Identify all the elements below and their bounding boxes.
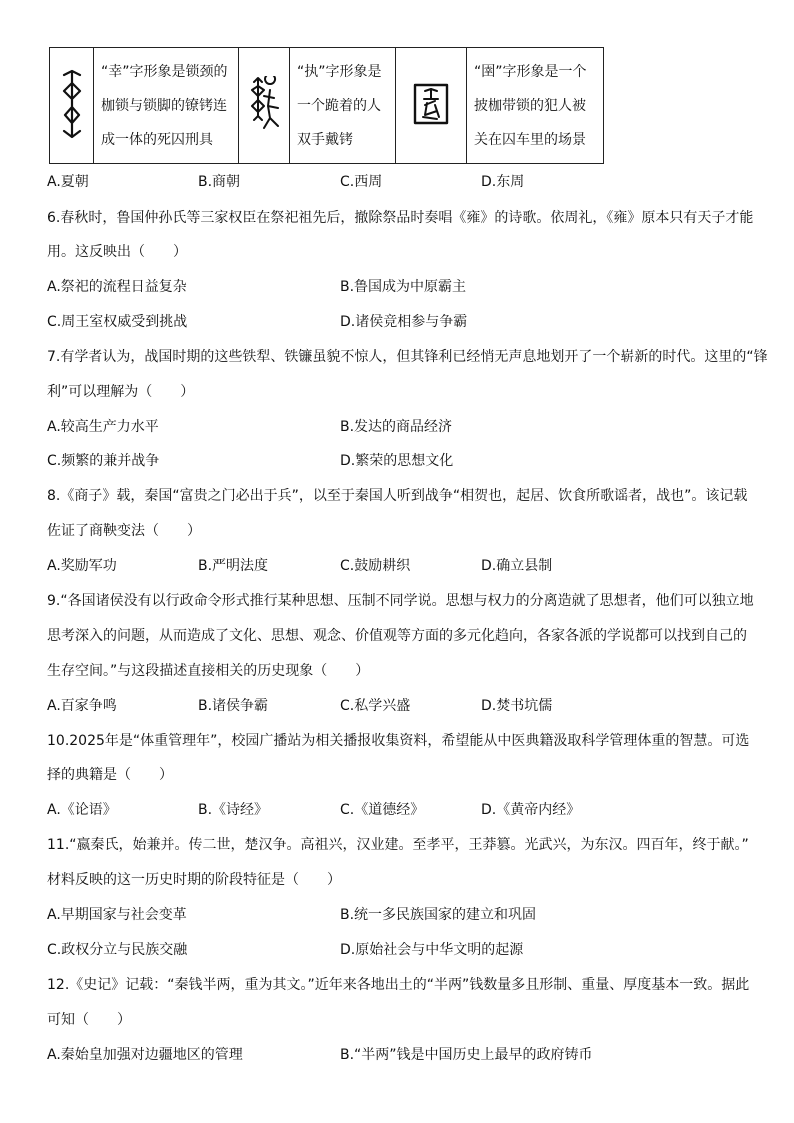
zhi-oracle-glyph-icon — [244, 76, 284, 132]
q9-option-b: B.诸侯争霸 — [198, 698, 269, 714]
q12-option-b: B.“半两”钱是中国历史上最早的政府铸币 — [340, 1047, 593, 1063]
glyph-desc-line: 成一体的死囚刑具 — [101, 131, 213, 148]
q10-stem-line: 10.2025年是“体重管理年”，校园广播站为相关播报收集资料，希望能从中医典籍汲取科学管理体重的智慧。可选 — [47, 733, 750, 749]
glyph-desc-line: 双手戴铐 — [297, 131, 353, 148]
q8-stem-line: 佐证了商鞅变法（ ） — [47, 523, 201, 539]
glyph-description — [94, 48, 239, 164]
q7-stem-line: 利”可以理解为（ ） — [47, 384, 195, 400]
q9-stem-line: 思考深入的问题，从而造成了文化、思想、观念、价值观等方面的多元化趋向，各家各派的学说都可以找到自己的 — [47, 628, 747, 644]
glyph-description — [290, 48, 396, 164]
q9-option-a: A.百家争鸣 — [47, 698, 117, 714]
glyph-desc-line: 披枷带锁的犯人被 — [474, 97, 586, 114]
q10-option-d: D.《黄帝内经》 — [481, 802, 581, 818]
q6-option-d: D.诸侯竞相参与争霸 — [340, 314, 468, 330]
q7-option-d: D.繁荣的思想文化 — [340, 453, 454, 469]
oracle-glyph-table — [49, 47, 604, 164]
q8-option-d: D.确立县制 — [481, 558, 553, 574]
q10-option-a: A.《论语》 — [47, 802, 117, 818]
glyph-desc-line: 枷锁与锁脚的镣铐连 — [101, 97, 227, 114]
q5-option-a: A.夏朝 — [47, 174, 89, 190]
table-row — [50, 48, 604, 164]
xing-oracle-glyph-icon — [61, 69, 83, 139]
q12-stem-line: 可知（ ） — [47, 1012, 131, 1028]
q10-option-c: C.《道德经》 — [340, 802, 425, 818]
q11-option-c: C.政权分立与民族交融 — [47, 942, 188, 958]
glyph-desc-line: 关在囚车里的场景 — [474, 131, 586, 148]
q12-stem-line: 12.《史记》记载：“秦钱半两，重为其文。”近年来各地出土的“半两”钱数量多且形制、重量、厚度基本一致。据此 — [47, 977, 750, 993]
q8-option-b: B.严明法度 — [198, 558, 269, 574]
q9-option-d: D.焚书坑儒 — [481, 698, 553, 714]
glyph-cell — [50, 48, 94, 164]
q8-option-c: C.鼓励耕织 — [340, 558, 411, 574]
q5-option-c: C.西周 — [340, 174, 383, 190]
q11-option-d: D.原始社会与中华文明的起源 — [340, 942, 524, 958]
q11-option-a: A.早期国家与社会变革 — [47, 907, 187, 923]
q9-option-c: C.私学兴盛 — [340, 698, 411, 714]
glyph-cell — [239, 48, 290, 164]
q5-option-d: D.东周 — [481, 174, 525, 190]
glyph-cell — [396, 48, 467, 164]
glyph-description — [467, 48, 604, 164]
glyph-desc-line: “执”字形象是 — [297, 63, 382, 80]
q6-option-c: C.周王室权威受到挑战 — [47, 314, 188, 330]
q9-stem-line: 生存空间。”与这段描述直接相关的历史现象（ ） — [47, 663, 370, 679]
q8-stem-line: 8.《商子》载，秦国“富贵之门必出于兵”，以至于秦国人听到战争“相贺也，起居、饮食所歌谣者，战也”。该记载 — [47, 488, 748, 504]
q7-option-c: C.频繁的兼并战争 — [47, 453, 160, 469]
glyph-desc-line: “幸”字形象是锁颈的 — [101, 63, 228, 80]
glyph-desc-line: “圉”字形象是一个 — [474, 63, 587, 80]
q11-option-b: B.统一多民族国家的建立和巩固 — [340, 907, 537, 923]
q8-option-a: A.奖励军功 — [47, 558, 117, 574]
q6-stem-line: 用。这反映出（ ） — [47, 244, 187, 260]
q7-option-a: A.较高生产力水平 — [47, 419, 159, 435]
q7-stem-line: 7.有学者认为，战国时期的这些铁犁、铁镰虽貌不惊人，但其锋利已经悄无声息地划开了一个崭新的时代。这里的“锋 — [47, 349, 768, 365]
q10-stem-line: 择的典籍是（ ） — [47, 767, 173, 783]
glyph-desc-line: 一个跪着的人 — [297, 97, 381, 114]
q7-option-b: B.发达的商品经济 — [340, 419, 453, 435]
q6-option-a: A.祭祀的流程日益复杂 — [47, 279, 187, 295]
yu-oracle-glyph-icon — [411, 81, 451, 127]
q11-stem-line: 材料反映的这一历史时期的阶段特征是（ ） — [47, 872, 341, 888]
q9-stem-line: 9.“各国诸侯没有以行政命令形式推行某种思想、压制不同学说。思想与权力的分离造就了思想者，他们可以独立地 — [47, 593, 754, 609]
q10-option-b: B.《诗经》 — [198, 802, 269, 818]
q5-option-b: B.商朝 — [198, 174, 241, 190]
q11-stem-line: 11.“嬴秦氏，始兼并。传二世，楚汉争。高祖兴，汉业建。至孝平，王莽篡。光武兴，为东汉。四百年，终于献。” — [47, 837, 749, 853]
q6-stem-line: 6.春秋时，鲁国仲孙氏等三家权臣在祭祀祖先后，撤除祭品时奏唱《雍》的诗歌。依周礼，《雍》原本只有天子才能 — [47, 210, 754, 226]
q6-option-b: B.鲁国成为中原霸主 — [340, 279, 467, 295]
q12-option-a: A.秦始皇加强对边疆地区的管理 — [47, 1047, 243, 1063]
